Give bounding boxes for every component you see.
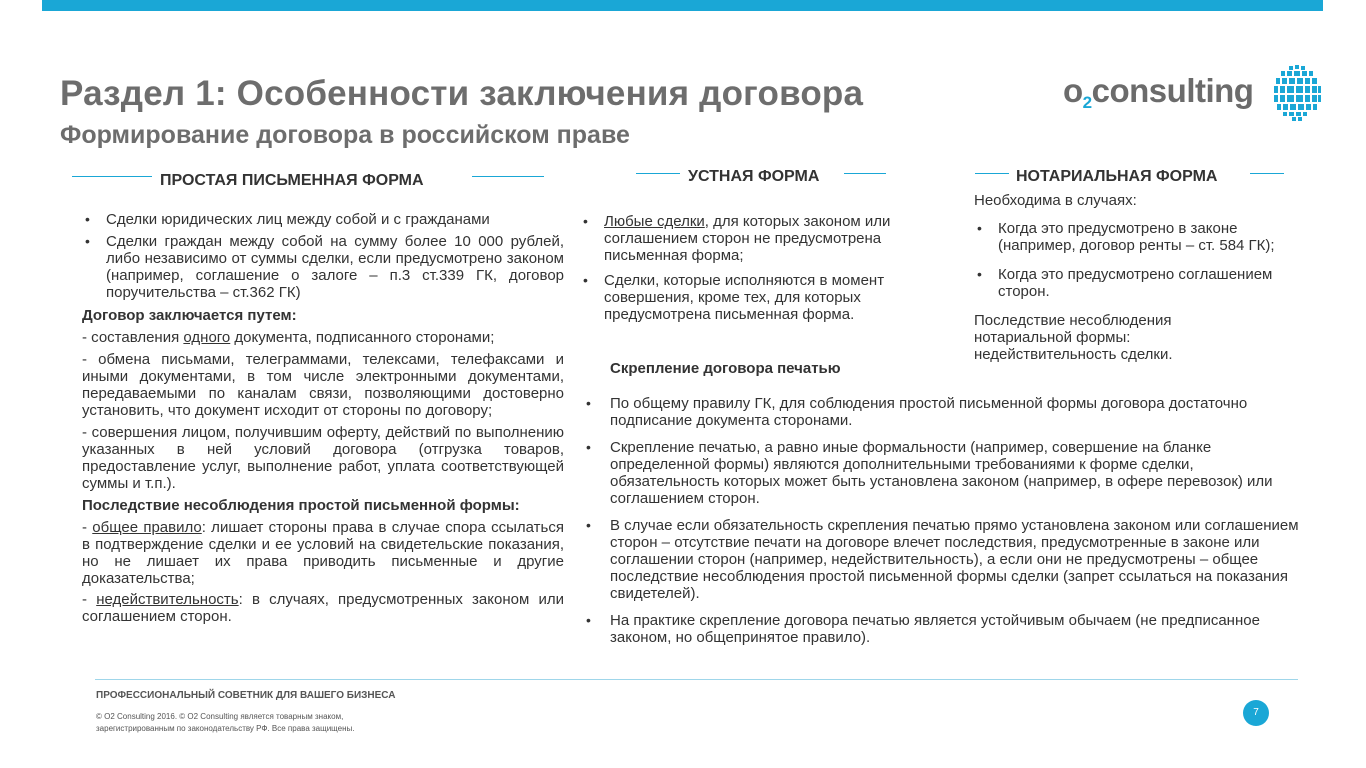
heading-rule-right — [1250, 173, 1284, 174]
slide-subtitle: Формирование договора в российском праве — [60, 121, 630, 149]
simple-form-bullet: • Сделки юридических лиц между собой и с гражданами — [82, 211, 564, 228]
way-one-post: документа, подписанного сторонами; — [230, 329, 495, 346]
oral-form-section — [580, 213, 940, 323]
logo-wordmark — [1063, 72, 1253, 113]
heading-rule-left — [72, 176, 152, 177]
top-accent-bar — [42, 0, 1323, 11]
way-one-underlined: одного — [183, 329, 231, 346]
cons-general-underlined: общее правило — [92, 519, 202, 536]
simple-form-section — [82, 211, 564, 625]
oral-form-bullet — [580, 213, 940, 264]
oral-bullet-underlined: Любые сделки — [604, 213, 705, 230]
notary-consequence: Последствие несоблюдения нотариальной формы: недействительность сделки. — [974, 312, 1173, 363]
oral-form-heading: УСТНАЯ ФОРМА — [688, 168, 820, 185]
cons-general-post: : лишает стороны права в случае спора ссылаться в подтверждение сделки и ее условий на свидетельские показания, но не лишает их права приводить письменные и другие доказательства; — [82, 519, 564, 587]
simple-form-heading: ПРОСТАЯ ПИСЬМЕННАЯ ФОРМА — [160, 172, 424, 189]
globe-grid-icon — [1271, 64, 1323, 122]
heading-rule-left — [975, 173, 1009, 174]
logo-subscript: 2 — [1082, 93, 1092, 112]
way-one-pre: - составления — [82, 329, 184, 346]
notary-form-section — [974, 192, 1300, 363]
seal-bullet: • Скрепление печатью, а равно иные формальности (например, совершение на бланке определенной формы) являются дополнительными требованиями к форме сделки, обязательность которых может быть установлена законом (например, в офере перевозок) или соглашением сторон. — [583, 439, 1305, 507]
heading-rule-left — [636, 173, 680, 174]
consequence-general — [82, 519, 564, 587]
notary-intro: Необходима в случаях: — [974, 192, 1137, 209]
seal-bullet: • На практике скрепление договора печатью является устойчивым обычаем (не предписанное законом, но общепринятое правило). — [583, 612, 1305, 646]
ways-heading: Договор заключается путем: — [82, 307, 297, 324]
cons-invalid-post: : в случаях, предусмотренных законом или соглашением сторон. — [82, 591, 564, 625]
way-exchange: - обмена письмами, телеграммами, телексами, телефаксами и иными документами, в том числе электронными документами, передаваемыми по каналам связи, позволяющими достоверно установить, что документ исходит от стороны по договору; — [82, 351, 564, 419]
seal-bullet: • В случае если обязательность скрепления печатью прямо установлена законом или соглашением сторон – отсутствие печати на договоре влечет последствия, предусмотренные в законе или соглашении сторон (например, недействительность), а если они не предусмотрены – общее последствие несоблюдения простой письменной формы сделки (запрет ссылаться на показания свидетелей). — [583, 517, 1305, 602]
notary-form-bullet: • Когда это предусмотрено соглашением сторон. — [974, 266, 1300, 300]
logo-suffix: consulting — [1091, 72, 1254, 109]
seal-heading: Скрепление договора печатью — [610, 360, 841, 377]
simple-form-bullet: • Сделки граждан между собой на сумму более 10 000 рублей, либо независимо от суммы сделки, если предусмотрено законом (например, соглашение о залоге – п.3 ст.339 ГК, договор поручительства – ст.362 ГК) — [82, 233, 564, 301]
slide-title: Раздел 1: Особенности заключения договора — [60, 74, 864, 113]
logo-prefix: o — [1063, 72, 1083, 109]
consequence-invalidity — [82, 591, 564, 625]
footer-tagline: ПРОФЕССИОНАЛЬНЫЙ СОВЕТНИК ДЛЯ ВАШЕГО БИЗНЕСА — [96, 690, 396, 701]
way-acceptance: - совершения лицом, получившим оферту, действий по выполнению указанных в ней условий договора (отгрузка товаров, предоставление услуг, выполнение работ, уплата соответствующей суммы и т.п.). — [82, 424, 564, 492]
notary-form-heading: НОТАРИАЛЬНАЯ ФОРМА — [1016, 168, 1218, 185]
page-number-badge: 7 — [1243, 700, 1269, 726]
seal-bullet: • По общему правилу ГК, для соблюдения простой письменной формы договора достаточно подписание документа сторонами. — [583, 395, 1305, 429]
o2-consulting-logo — [1063, 72, 1333, 128]
consequence-heading: Последствие несоблюдения простой письменной формы: — [82, 497, 520, 514]
oral-form-bullet: • Сделки, которые исполняются в момент совершения, кроме тех, для которых предусмотрена письменная форма. — [580, 272, 940, 323]
cons-invalid-pre: - — [82, 591, 97, 608]
seal-section — [583, 395, 1305, 646]
way-one-document — [82, 329, 564, 346]
copyright-line-2: зарегистрированным по законодательству РФ. Все права защищены. — [96, 724, 355, 733]
cons-general-pre: - — [82, 519, 93, 536]
heading-rule-right — [844, 173, 886, 174]
cons-invalid-underlined: недействительность — [96, 591, 239, 608]
notary-form-bullet: • Когда это предусмотрено в законе (например, договор ренты – ст. 584 ГК); — [974, 220, 1300, 254]
copyright-line-1: © O2 Consulting 2016. © O2 Consulting является товарным знаком, — [96, 712, 344, 721]
footer-divider — [95, 679, 1298, 680]
footer-copyright — [96, 711, 355, 735]
heading-rule-right — [472, 176, 544, 177]
oral-bullet-post: , для которых законом или соглашением сторон не предусмотрена письменная форма; — [604, 213, 891, 264]
